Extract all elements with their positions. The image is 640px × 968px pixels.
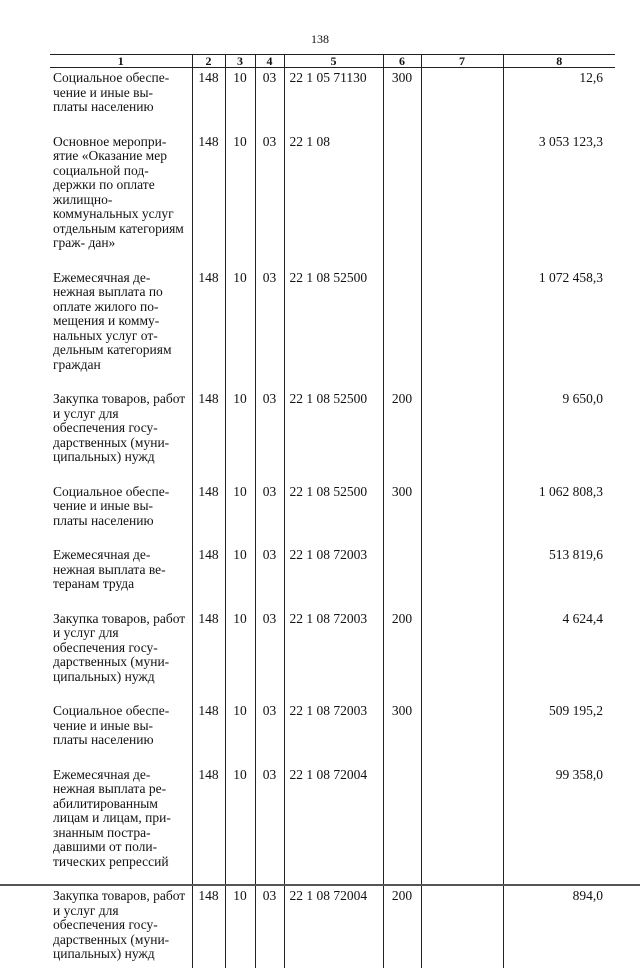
column-header: 2 bbox=[192, 55, 225, 68]
target-article-cell: 22 1 08 52500 bbox=[284, 268, 383, 390]
expense-type-cell: 300 bbox=[383, 701, 421, 765]
column-7-cell bbox=[421, 701, 503, 765]
ved-code-cell: 148 bbox=[192, 132, 225, 268]
target-article-cell: 22 1 08 72003 bbox=[284, 545, 383, 609]
ved-code-cell: 148 bbox=[192, 545, 225, 609]
column-header: 4 bbox=[255, 55, 284, 68]
table-row bbox=[50, 268, 615, 390]
amount-cell: 99 358,0 bbox=[503, 765, 615, 887]
ved-code-cell: 148 bbox=[192, 701, 225, 765]
column-7-cell bbox=[421, 545, 503, 609]
amount-cell: 4 624,4 bbox=[503, 609, 615, 702]
section-code-cell: 10 bbox=[225, 701, 255, 765]
column-7-cell bbox=[421, 886, 503, 968]
ved-code-cell: 148 bbox=[192, 765, 225, 887]
section-code-cell: 10 bbox=[225, 68, 255, 132]
subsection-code-cell: 03 bbox=[255, 389, 284, 482]
page-bottom-rule bbox=[0, 884, 640, 886]
table-row bbox=[50, 545, 615, 609]
amount-cell: 1 072 458,3 bbox=[503, 268, 615, 390]
target-article-cell: 22 1 08 52500 bbox=[284, 389, 383, 482]
expense-type-cell bbox=[383, 132, 421, 268]
expense-type-cell: 200 bbox=[383, 389, 421, 482]
subsection-code-cell: 03 bbox=[255, 545, 284, 609]
table-body bbox=[50, 68, 615, 968]
target-article-cell: 22 1 08 72004 bbox=[284, 765, 383, 887]
subsection-code-cell: 03 bbox=[255, 609, 284, 702]
subsection-code-cell: 03 bbox=[255, 268, 284, 390]
expense-type-cell bbox=[383, 545, 421, 609]
row-name-cell: Закупка товаров, работ и услуг для обеспечения госу- дарственных (муни- ципальных) нужд bbox=[53, 391, 186, 464]
row-name-cell: Социальное обеспе- чение и иные вы- платы населению bbox=[53, 483, 170, 528]
amount-cell: 1 062 808,3 bbox=[503, 482, 615, 546]
subsection-code-cell: 03 bbox=[255, 482, 284, 546]
section-code-cell: 10 bbox=[225, 765, 255, 887]
table-row bbox=[50, 765, 615, 887]
table-row bbox=[50, 609, 615, 702]
expense-type-cell: 200 bbox=[383, 609, 421, 702]
expense-type-cell bbox=[383, 268, 421, 390]
row-name-cell: Социальное обеспе- чение и иные вы- платы населению bbox=[53, 70, 170, 114]
column-header: 1 bbox=[50, 55, 192, 68]
column-7-cell bbox=[421, 268, 503, 390]
ved-code-cell: 148 bbox=[192, 886, 225, 968]
column-7-cell bbox=[421, 389, 503, 482]
page-number: 138 bbox=[311, 32, 329, 46]
column-header: 8 bbox=[503, 55, 615, 68]
amount-cell: 3 053 123,3 bbox=[503, 132, 615, 268]
column-7-cell bbox=[421, 765, 503, 887]
expense-type-cell bbox=[383, 765, 421, 887]
subsection-code-cell: 03 bbox=[255, 886, 284, 968]
budget-table bbox=[50, 54, 615, 968]
table-row bbox=[50, 482, 615, 546]
section-code-cell: 10 bbox=[225, 545, 255, 609]
ved-code-cell: 148 bbox=[192, 482, 225, 546]
section-code-cell: 10 bbox=[225, 389, 255, 482]
amount-cell: 894,0 bbox=[503, 886, 615, 968]
target-article-cell: 22 1 08 52500 bbox=[284, 482, 383, 546]
target-article-cell: 22 1 08 72003 bbox=[284, 609, 383, 702]
expense-type-cell: 300 bbox=[383, 482, 421, 546]
row-name-cell: Закупка товаров, работ и услуг для обеспечения госу- дарственных (муни- ципальных) нужд bbox=[53, 610, 186, 684]
ved-code-cell: 148 bbox=[192, 268, 225, 390]
column-header: 7 bbox=[421, 55, 503, 68]
section-code-cell: 10 bbox=[225, 609, 255, 702]
row-name-cell: Социальное обеспе- чение и иные вы- платы населению bbox=[53, 703, 170, 747]
expense-type-cell: 200 bbox=[383, 886, 421, 968]
amount-cell: 513 819,6 bbox=[503, 545, 615, 609]
row-name-cell: Закупка товаров, работ и услуг для обеспечения госу- дарственных (муни- ципальных) нужд bbox=[53, 888, 186, 961]
column-7-cell bbox=[421, 482, 503, 546]
amount-cell: 509 195,2 bbox=[503, 701, 615, 765]
section-code-cell: 10 bbox=[225, 132, 255, 268]
target-article-cell: 22 1 08 72004 bbox=[284, 886, 383, 968]
subsection-code-cell: 03 bbox=[255, 132, 284, 268]
table-row bbox=[50, 701, 615, 765]
row-name-cell: Ежемесячная де- нежная выплата ве- теранам труда bbox=[53, 547, 166, 591]
table-row bbox=[50, 68, 615, 132]
column-header: 6 bbox=[383, 55, 421, 68]
row-name-cell: Ежемесячная де- нежная выплата ре- абилитированным лицам и лицам, при- знанным постра- давшими от поли- тических репрессий bbox=[53, 766, 171, 869]
target-article-cell: 22 1 08 bbox=[284, 132, 383, 268]
table-row bbox=[50, 886, 615, 968]
table-row bbox=[50, 132, 615, 268]
subsection-code-cell: 03 bbox=[255, 701, 284, 765]
section-code-cell: 10 bbox=[225, 482, 255, 546]
column-7-cell bbox=[421, 609, 503, 702]
expense-type-cell: 300 bbox=[383, 68, 421, 132]
section-code-cell: 10 bbox=[225, 886, 255, 968]
row-name-cell: Ежемесячная де- нежная выплата по оплате жилого по- мещения и комму- нальных услуг от- дельным категориям граждан bbox=[53, 269, 172, 372]
column-header: 3 bbox=[225, 55, 255, 68]
column-7-cell bbox=[421, 132, 503, 268]
subsection-code-cell: 03 bbox=[255, 765, 284, 887]
section-code-cell: 10 bbox=[225, 268, 255, 390]
ved-code-cell: 148 bbox=[192, 609, 225, 702]
row-name-cell: Основное меропри- ятие «Оказание мер социальной под- держки по оплате жилищно- коммунальных услуг отдельным категориям граж- дан» bbox=[53, 133, 184, 250]
subsection-code-cell: 03 bbox=[255, 68, 284, 132]
table-row bbox=[50, 389, 615, 482]
target-article-cell: 22 1 05 71130 bbox=[284, 68, 383, 132]
header-row bbox=[50, 55, 615, 68]
target-article-cell: 22 1 08 72003 bbox=[284, 701, 383, 765]
column-header: 5 bbox=[284, 55, 383, 68]
ved-code-cell: 148 bbox=[192, 68, 225, 132]
column-7-cell bbox=[421, 68, 503, 132]
amount-cell: 9 650,0 bbox=[503, 389, 615, 482]
ved-code-cell: 148 bbox=[192, 389, 225, 482]
amount-cell: 12,6 bbox=[503, 68, 615, 132]
